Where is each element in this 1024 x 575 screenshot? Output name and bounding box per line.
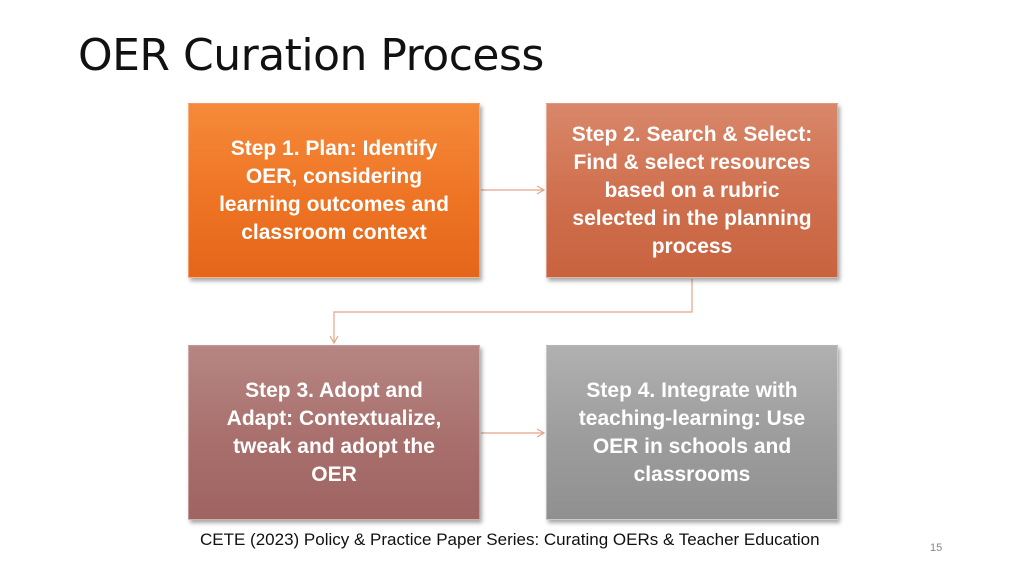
- page-number: 15: [930, 542, 943, 554]
- step-1-box: [188, 103, 480, 278]
- step-4-box: [546, 345, 838, 520]
- arrow-step2-to-step3: [334, 279, 692, 343]
- step-2-text: Step 2. Search & Select: Find & select resources based on a rubric selected in the planning process: [571, 122, 813, 258]
- slide-title: OER Curation Process: [78, 30, 544, 81]
- source-caption: CETE (2023) Policy & Practice Paper Series: Curating OERs & Teacher Education: [200, 530, 820, 549]
- step-3-text: Step 3. Adopt and Adapt: Contextualize, tweak and adopt the OER: [226, 378, 442, 486]
- step-1-text: Step 1. Plan: Identify OER, considering learning outcomes and classroom context: [219, 136, 449, 244]
- step-3-box: [188, 345, 480, 520]
- step-4-text: Step 4. Integrate with teaching-learning: Use OER in schools and classrooms: [578, 378, 806, 486]
- step-2-box: [546, 103, 838, 278]
